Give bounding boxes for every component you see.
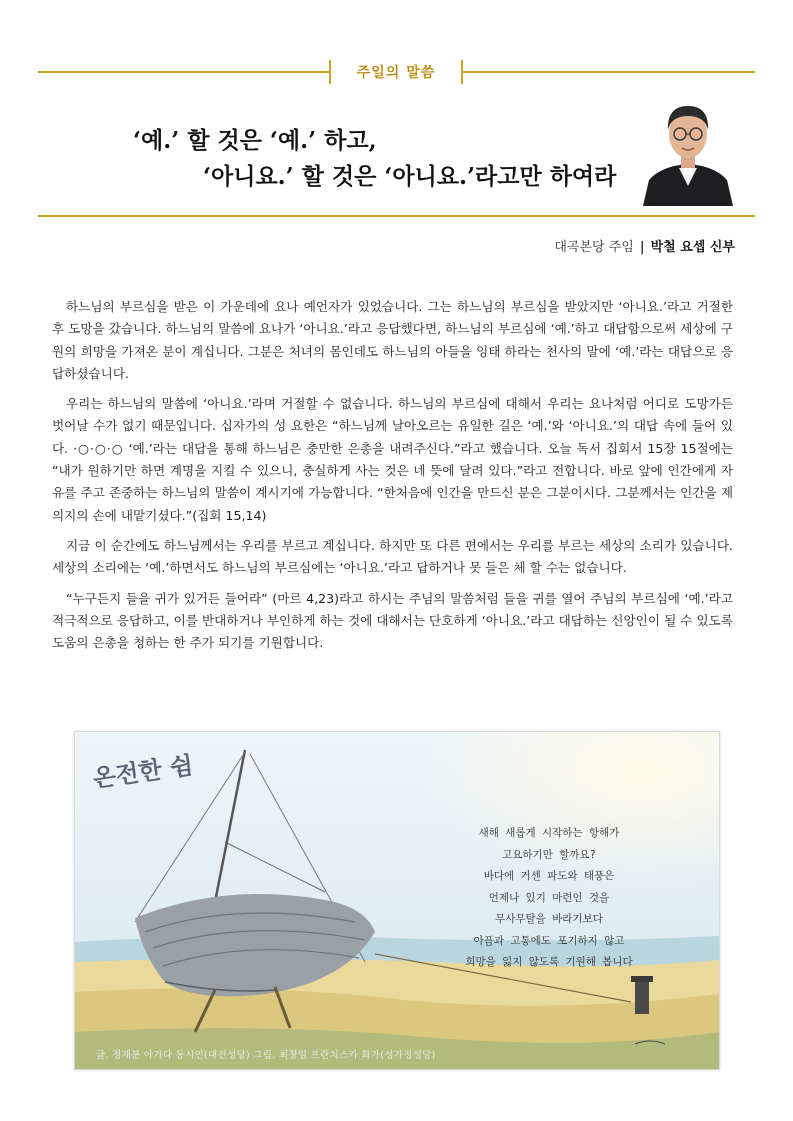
artwork-poem (404, 823, 694, 974)
author-portrait (641, 94, 735, 206)
body-paragraph-2: 우리는 하느님의 말씀에 ‘아니요.’라며 거절할 수 없습니다. 하느님의 부르심에 대해서 우리는 요나처럼 어디로 도망가든 벗어날 수가 없기 때문입니다. 십자가의 성 요한은 “하느님께 날아오르는 유일한 길은 ‘예.’와 ‘아니요.’의 대답 속에 들어 있다. ·○·○·○ ‘예.’라는 대답을 통해 하느님은 충만한 은총을 내려주신다.”라고 했습니다. 오늘 독서 집회서 15장 15절에는 “내가 원하기만 하면 계명을 지킬 수 있으니, 충실하게 사는 것은 네 뜻에 달려 있다.”라고 전합니다. 바로 앞에 인간에게 자유를 주고 존중하는 하느님의 말씀이 계시기에 가능합니다. “한처음에 인간을 만드신 분은 그분이시다. 그분께서는 인간을 제 의지의 손에 내맡기셨다.”(집회 15,14) (52, 396, 733, 523)
author-separator: | (639, 240, 645, 255)
poem-line: 새해 새롭게 시작하는 항해가 (478, 827, 620, 839)
title-rule (38, 215, 755, 217)
artwork-credit: 글. 정재분 아가다 동시인(대건성당) 그림. 최창임 프란치스카 화가(성가정성당) (96, 1050, 436, 1061)
author-position: 대곡본당 주임 (554, 240, 634, 255)
body-paragraph-3: 지금 이 순간에도 하느님께서는 우리를 부르고 계십니다. 하지만 또 다른 편에서는 우리를 부르는 세상의 소리가 있습니다. 세상의 소리에는 ‘예.’하면서도 하느님의 부르심에는 ‘아니요.’라고 답하거나 못 들은 체 할 수는 없습니다. (52, 537, 733, 576)
author-byline (554, 236, 735, 255)
poem-line: 바다에 거센 파도와 태풍은 (483, 870, 615, 882)
body-paragraph-1: 하느님의 부르심을 받은 이 가운데에 요나 예언자가 있었습니다. 그는 하느님의 부르심을 받았지만 ‘아니요.’라고 거절한 후 도망을 갔습니다. 하느님의 말씀에 요나가 ‘아니요.’라고 응답했다면, 하느님의 부르심에 ‘예.’하고 대답함으로써 세상에 구원의 희망을 가져온 분이 계십니다. 그분은 처녀의 몸인데도 하느님의 아들을 잉태 하라는 천사의 말에 ‘예.’라는 대답으로 응답하셨습니다. (52, 299, 733, 381)
poem-line: 고요하기만 할까요? (502, 848, 596, 861)
body-paragraph-4: “누구든지 들을 귀가 있거든 들어라” (마르 4,23)라고 하시는 주님의 말씀처럼 들을 귀를 열어 주님의 부르심에 ‘예.’라고 적극적으로 응답하고, 이를 반대하거나 부인하게 하는 것에 대해서는 단호하게 ‘아니요.’라고 대답하는 신앙인이 될 수 있도록 도움의 은총을 청하는 한 주가 되기를 기원합니다. (52, 590, 733, 651)
poem-line: 무사무탈을 바라기보다 (495, 913, 603, 925)
poem-line: 희망을 잃지 않도록 기원해 봅니다 (465, 956, 633, 968)
poem-line: 아픔과 고통에도 포기하지 않고 (473, 934, 625, 947)
artwork-logo: 온전한 쉼 (90, 750, 195, 793)
section-label: 주일의 말씀 (329, 60, 463, 84)
title-line-2: ‘아니요.’ 할 것은 ‘아니요.’라고만 하여라 (203, 163, 617, 190)
title-line-1: ‘예.’ 할 것은 ‘예.’ 하고, (133, 127, 377, 154)
poem-line: 언제나 있기 마련인 것을 (488, 891, 610, 904)
sermon-body (52, 296, 733, 662)
author-name: 박철 요셉 신부 (650, 240, 735, 255)
